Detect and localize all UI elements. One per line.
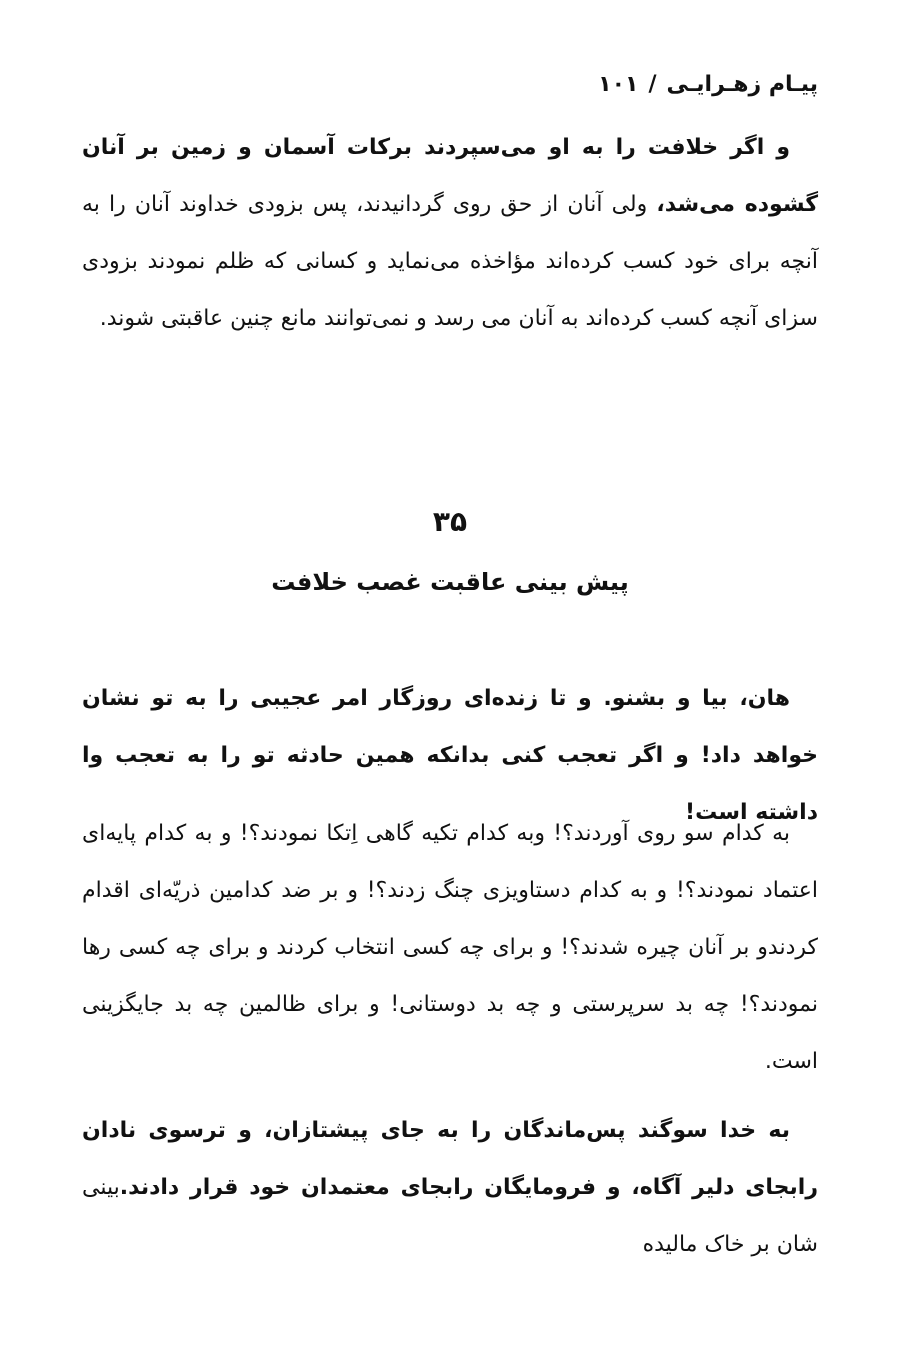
paragraph-continuation: [82, 119, 818, 347]
paragraph-1-regular: ولی آنان از حق روی گردانیدند، پس بزودی خداوند آنان را به آنچه برای خود کسب کرده‌اند مؤاخذه می‌نماید و کسانی که ظلم نمودند بزودی سزای آنچه کسب کرده‌اند به آنان می رسد و نمی‌توانند مانع چنین عاقبتی شوند.: [82, 192, 818, 331]
paragraph-4-bold: به خدا سوگند پس‌ماندگان را به جای پیشتازان، و ترسوی نادان رابجای دلیر آگاه، و فرومایگان رابجای معتمدان خود قرار دادند.: [82, 1118, 818, 1200]
book-title: پیـام زهـرایـی: [666, 72, 818, 97]
paragraph-4-regular: بینی شان بر خاک مالیده: [82, 1175, 818, 1257]
paragraph-4: [82, 1102, 818, 1273]
paragraph-2: هان، بیا و بشنو. و تا زنده‌ای روزگار امر عجیبی را به تو نشان خواهد داد! و اگر تعجب کنی بدانکه همین حادثه تو را به تعجب وا داشته است!: [82, 686, 818, 825]
section-number: ۳۵: [432, 505, 468, 538]
section-title: پیش بینی عاقبت غصب خلافت: [271, 568, 629, 596]
paragraph-1-bold: و اگر خلافت را به او می‌سپردند برکات آسمان و زمین بر آنان گشوده می‌شد،: [82, 135, 818, 217]
paragraph-3: به کدام سو روی آوردند؟! وبه کدام تکیه گاهی اِتکا نمودند؟! و به کدام پایه‌ای اعتماد نمودند؟! و به کدام دستاویزی چنگ زدند؟! و بر ضد کدامین ذریّه‌ای اقدام کردندو بر آنان چیره شدند؟! و برای چه کسی انتخاب کردند و برای چه کسی رها نمودند؟! چه بد سرپرستی و چه بد دوستانی! و برای ظالمین چه بد جایگزینی است.: [82, 821, 818, 1074]
header-separator: /: [648, 72, 657, 97]
page-number: ۱۰۱: [598, 72, 639, 97]
running-header: [518, 72, 818, 97]
